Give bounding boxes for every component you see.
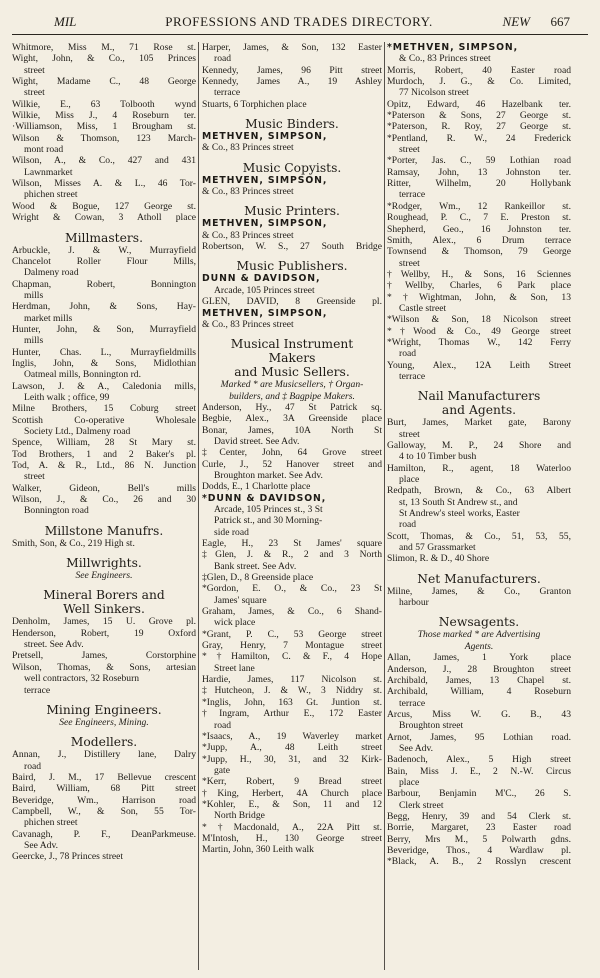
firm-name-bold: METHVEN, SIMPSON, [202, 174, 328, 186]
entry-continuation: road [24, 760, 42, 772]
entry-continuation: phichen street [24, 817, 78, 829]
entry-line: Borrie, Margaret, 23 Easter road [387, 822, 571, 834]
firm-name-bold: METHVEN, SIMPSON, [202, 307, 328, 319]
entry-continuation: terrace [399, 697, 426, 709]
entry-line: *Rodger, Wm., 12 Rankeillor st. [387, 200, 571, 212]
entry-line: Arcus, Miss W. G. B., 43 [387, 708, 571, 720]
entry-line: Chancelot Roller Flour Mills, [12, 255, 196, 267]
entry-continuation: mont road [24, 144, 64, 156]
entry-line: Slimon, R. & D., 40 Shore [387, 553, 490, 565]
entry-line: Harper, James, & Son, 132 Easter [202, 42, 382, 53]
entry-continuation: harbour [399, 597, 429, 609]
entry-line: †Ingram, Arthur E., 172 Easter [202, 708, 382, 720]
section-heading: Millwrights. [66, 556, 142, 571]
entry-line: Wilson, Misses A. & L., 46 Tor- [12, 178, 196, 190]
entry-line: ‡Glen, D., 8 Greenside place [202, 572, 314, 584]
firm-name-bold: METHVEN, SIMPSON, [202, 131, 328, 143]
entry-continuation: Patrick st., and 30 Morning- [214, 515, 323, 527]
entry-line: Hunter, Chas. L., Murrayfieldmills [12, 346, 196, 358]
entry-line: Bonar, James, 10A North St [202, 424, 382, 436]
entry-continuation: Lawnmarket [24, 166, 73, 178]
page-header [10, 14, 588, 32]
entry-line: Anderson, Hy., 47 St Patrick sq. [202, 401, 382, 413]
section-note: See Engineers. [75, 570, 133, 582]
column-2 [202, 42, 382, 972]
entry-line: Lawson, J. & A., Caledonia mills, [12, 380, 196, 392]
entry-line: Tod Brothers, 1 and 2 Baker's pl. [12, 448, 196, 460]
entry-continuation: terrace [399, 189, 426, 201]
spacer [12, 224, 196, 231]
page-number: 667 [550, 14, 570, 29]
entry-line: *Jupp, A., 48 Leith street [202, 742, 382, 754]
section-note: See Engineers, Mining. [59, 716, 149, 728]
page-title: PROFESSIONS AND TRADES DIRECTORY. [165, 14, 433, 29]
entry-line: Badenoch, Alex., 5 High street [387, 754, 571, 766]
entry-line: Anderson, J., 28 Broughton street [387, 663, 571, 675]
entry-line: Townsend & Thomson, 79 George [387, 246, 571, 258]
entry-line: Chapman, Robert, Bonnington [12, 278, 196, 290]
entry-continuation: well contractors, 32 Roseburn [24, 673, 140, 685]
entry-line: *Paterson & Sons, 27 George st. [387, 110, 571, 122]
firm-name-bold: DUNN & DAVIDSON, [202, 273, 321, 285]
entry-line: Wilkie, E., 63 Tolbooth wynd [12, 98, 196, 110]
entry-line: Baird, J. M., 17 Bellevue crescent [12, 771, 196, 783]
entry-line: Martin, John, 360 Leith walk [202, 844, 314, 856]
entry-continuation: St Andrew's steel works, Easter [399, 508, 520, 520]
entry-line: *Pentland, R. W., 24 Frederick [387, 132, 571, 144]
entry-line: †Wellby, Charles, 6 Park place [387, 280, 571, 292]
section-heading: Millmasters. [64, 230, 143, 245]
entry-line: *†Hamilton, C. & F., 4 Hope [202, 651, 382, 663]
entry-continuation: Street lane [214, 662, 255, 674]
entry-line: & Co., 83 Princes street [202, 318, 294, 330]
entry-continuation: Bank street. See Adv. [214, 560, 297, 572]
entry-line: Archibald, William, 4 Roseburn [387, 686, 571, 698]
entry-line: ‡Center, John, 64 Grove street [202, 447, 382, 459]
entry-line: *Wright, Thomas W., 142 Ferry [387, 336, 571, 348]
entry-line: Hunter, John, & Son, Murrayfield [12, 323, 196, 335]
entry-line: Bain, Miss J. E., 2 N.-W. Circus [387, 765, 571, 777]
entry-line: Eagle, H., 23 St James' square [202, 538, 382, 549]
section-note: builders, and ‡ Bagpipe Makers. [229, 390, 355, 402]
entry-line: Wilson, A., & Co., 427 and 431 [12, 155, 196, 167]
entry-line: Wilson & Thomson, 123 March- [12, 132, 196, 144]
entry-line: M'Intosh, H., 130 George street [202, 832, 382, 844]
entry-line: Wilson, J., & Co., 26 and 30 [12, 494, 196, 506]
entry-continuation: road [214, 719, 232, 731]
column-3 [387, 42, 571, 972]
entry-line: *Isaacs, A., 19 Waverley market [202, 730, 382, 742]
entry-continuation: & Co., 83 Princes street [399, 53, 491, 65]
entry-line: Dodds, E., 1 Charlotte place [202, 481, 311, 493]
entry-line: Begg, Henry, 39 and 54 Clerk st. [387, 810, 571, 822]
entry-line: *†Macdonald, A., 22A Pitt st. [202, 821, 382, 833]
section-note: Marked * are Musicsellers, † Organ- [220, 379, 364, 391]
entry-line: Hardie, James, 117 Nicolson st. [202, 674, 382, 686]
entry-line: & Co., 83 Princes street [202, 186, 294, 198]
entry-line: Pretsell, James, Corstorphine [12, 650, 196, 662]
entry-continuation: North Bridge [214, 810, 265, 822]
entry-continuation: See Adv. [399, 742, 434, 754]
section-heading: Musical Instrument [230, 337, 354, 352]
entry-line: Wood & Bogue, 127 George st. [12, 200, 196, 212]
entry-line: Milne Brothers, 15 Coburg street [12, 403, 196, 415]
entry-continuation: Arcade, 105 Princes st., 3 St [214, 503, 323, 515]
entry-line: Smith, Alex., 6 Drum terrace [387, 234, 571, 246]
entry-line: Murdoch, J. G., & Co. Limited, [387, 76, 571, 88]
entry-continuation: terrace [24, 684, 51, 696]
entry-continuation: street [24, 471, 45, 483]
entry-continuation: street [399, 257, 420, 269]
section-heading: Music Binders. [245, 117, 339, 132]
section-heading: Net Manufacturers. [417, 571, 541, 586]
entry-line: Geercke, J., 78 Princes street [12, 851, 124, 863]
entry-continuation: Broughton market. See Adv. [214, 469, 323, 481]
entry-line: Redpath, Brown, & Co., 63 Albert [387, 485, 571, 497]
firm-name-bold: *METHVEN, SIMPSON, [387, 42, 519, 53]
entry-continuation: phichen street [24, 189, 78, 201]
entry-line: Kennedy, James A., 19 Ashley [202, 76, 382, 88]
entry-line: Berry, Mrs M., 5 Polwarth gdns. [387, 833, 571, 845]
entry-continuation: and 57 Grassmarket [399, 542, 476, 554]
entry-continuation: David street. See Adv. [214, 435, 300, 447]
entry-line: Hamilton, R., agent, 18 Waterloo [387, 462, 571, 474]
entry-line: Denholm, James, 15 U. Grove pl. [12, 616, 196, 628]
section-note: Agents. [464, 640, 494, 652]
entry-line: Roughead, P. C., 7 E. Preston st. [387, 212, 571, 224]
entry-line: Herdman, John, & Sons, Hay- [12, 301, 196, 313]
entry-continuation: Leith walk ; office, 99 [24, 391, 110, 403]
entry-line: Gray, Henry, 7 Montague street [202, 640, 382, 652]
section-heading: Makers [268, 351, 316, 366]
entry-continuation: terrace [399, 370, 426, 382]
entry-continuation: street [399, 428, 420, 440]
entry-continuation: Bonnington road [24, 505, 89, 517]
entry-continuation: Dalmeny road [24, 267, 79, 279]
entry-continuation: road [399, 519, 417, 531]
entry-line: Beveridge, Wm., Harrison road [12, 794, 196, 806]
entry-line: *Wilson & Son, 18 Nicolson street [387, 314, 571, 326]
entry-continuation: market mills [24, 312, 73, 324]
entry-line: Wilson, Thomas, & Sons, artesian [12, 661, 196, 673]
entry-continuation: place [399, 474, 420, 486]
entry-line: †Wellby, H., & Sons, 16 Sciennes [387, 268, 571, 280]
entry-line: Young, Alex., 12A Leith Street [387, 359, 571, 371]
spacer [12, 517, 196, 524]
entry-continuation: terrace [214, 87, 241, 99]
section-heading: and Music Sellers. [234, 365, 350, 380]
entry-continuation: James' square [214, 594, 267, 606]
section-heading: Newsagents. [438, 615, 520, 630]
spacer [202, 154, 382, 161]
section-heading: Mining Engineers. [46, 702, 162, 717]
firm-name-bold: *DUNN & DAVIDSON, [202, 492, 327, 504]
entry-line: Spence, William, 28 St Mary st. [12, 437, 196, 449]
entry-line: Beveridge, Thos., 4 Wardlaw pl. [387, 845, 571, 856]
entry-line: Wilkie, Miss J., 4 Roseburn ter. [12, 110, 196, 122]
spacer [202, 197, 382, 204]
column-divider [198, 42, 199, 970]
entry-line: Walker, Gideon, Bell's mills [12, 482, 196, 494]
entry-continuation: 77 Nicolson street [399, 87, 469, 99]
entry-line: Archibald, James, 13 Chapel st. [387, 674, 571, 686]
section-heading: Millstone Manufrs. [44, 523, 164, 538]
entry-continuation: Society Ltd., Dalmeny road [24, 426, 131, 437]
spacer [202, 252, 382, 259]
entry-line: Annan, J., Distillery lane, Dalry [12, 749, 196, 761]
entry-line: Allan, James, 1 York place [387, 652, 571, 664]
entry-line: Galloway, M. P., 24 Shore and [387, 440, 571, 451]
entry-line: *Kohler, E., & Son, 11 and 12 [202, 798, 382, 810]
section-note: Those marked * are Advertising [417, 629, 541, 641]
entry-line: Arnot, James, 95 Lothian road. [387, 731, 571, 743]
entry-continuation: See Adv. [24, 839, 59, 851]
column-divider [384, 42, 385, 970]
entry-line: *Kerr, Robert, 9 Bread street [202, 776, 382, 788]
entry-line: Shepherd, Geo., 16 Johnston ter. [387, 223, 571, 235]
entry-line: *Black, A. B., 2 Rosslyn crescent [387, 856, 571, 868]
entry-continuation: side road [214, 526, 249, 538]
spacer [202, 330, 382, 337]
entry-continuation: Broughton street [399, 720, 464, 732]
entry-line: †King, Herbert, 4A Church place [202, 787, 382, 799]
entry-line: Whitmore, Miss M., 71 Rose st. [12, 42, 196, 53]
entry-line: Campbell, W., & Son, 55 Tor- [12, 805, 196, 817]
entry-line: Kennedy, James, 96 Pitt street [202, 64, 382, 76]
entry-line: & Co., 83 Princes street [202, 229, 294, 241]
entry-continuation: gate [214, 764, 230, 776]
spacer [387, 608, 571, 615]
entry-continuation: mills [24, 335, 44, 347]
section-heading: Modellers. [70, 735, 138, 750]
section-heading: Nail Manufacturers [417, 389, 541, 404]
entry-line: Wight, Madame C., 48 George [12, 76, 196, 88]
entry-line: & Co., 83 Princes street [202, 142, 294, 154]
entry-continuation: 4 to 10 Timber bush [399, 451, 477, 463]
entry-line: Milne, James, & Co., Granton [387, 585, 571, 597]
entry-line: *Gordon, E. O., & Co., 23 St [202, 583, 382, 595]
section-heading: and Agents. [441, 403, 517, 418]
header-right-keyword: NEW [502, 14, 530, 29]
section-heading: Music Publishers. [236, 259, 348, 274]
entry-continuation: wick place [214, 617, 256, 629]
header-left-keyword: MIL [54, 14, 77, 29]
entry-line: *Paterson, R. Roy, 27 George st. [387, 121, 571, 133]
entry-continuation: place [399, 776, 420, 788]
entry-line: Ramsay, John, 13 Johnston ter. [387, 166, 571, 178]
header-rule [12, 34, 588, 35]
entry-line: Morris, Robert, 40 Easter road [387, 64, 571, 76]
entry-continuation: Castle street [399, 302, 447, 314]
entry-continuation: mills [24, 289, 44, 301]
spacer [12, 549, 196, 556]
entry-line: Wright & Cowan, 3 Atholl place [12, 212, 196, 224]
spacer [12, 728, 196, 735]
entry-continuation: street [399, 144, 420, 156]
section-heading: Music Copyists. [242, 160, 342, 175]
entry-line: Inglis, John, & Sons, Midlothian [12, 357, 196, 369]
entry-line: *Porter, Jas. C., 59 Lothian road [387, 155, 571, 167]
entry-continuation: Oatmeal mills, Bonnington rd. [24, 369, 141, 381]
entry-continuation: road [399, 348, 417, 360]
entry-line: Cavanagh, P. F., DeanParkmeuse. [12, 828, 196, 840]
entry-line: Arbuckle, J. & W., Murrayfield [12, 244, 196, 256]
section-heading: Music Printers. [244, 204, 340, 219]
entry-continuation: street [24, 64, 45, 76]
entry-continuation: Clerk street [399, 799, 444, 811]
entry-line: Tod, A. & R., Ltd., 86 N. Junction [12, 460, 196, 472]
entry-continuation: street [24, 87, 45, 99]
entry-continuation: road [214, 53, 232, 65]
entry-continuation: Arcade, 105 Princes street [214, 284, 315, 296]
spacer [202, 110, 382, 117]
entry-line: Burt, James, Market gate, Barony [387, 417, 571, 429]
entry-line: *Inglis, John, 163 Gt. Juntion st. [202, 696, 382, 708]
column-1 [12, 42, 196, 972]
entry-line: Opitz, Edward, 46 Hazelbank ter. [387, 98, 571, 110]
entry-line: Begbie, Alex., 3A Greenside place [202, 413, 382, 425]
entry-line: ·Williamson, Miss, 1 Brougham st. [12, 121, 196, 133]
section-heading: Well Sinkers. [63, 602, 145, 617]
entry-line: Smith, Son, & Co., 219 High st. [12, 537, 135, 549]
entry-line: Stuarts, 6 Torphichen place [202, 98, 307, 110]
entry-line: Scottish Co-operative Wholesale [12, 414, 196, 426]
entry-line: Henderson, Robert, 19 Oxford [12, 627, 196, 639]
entry-line: Wight, John, & Co., 105 Princes [12, 53, 196, 65]
entry-line: *Grant, P. C., 53 George street [202, 628, 382, 640]
spacer [387, 565, 571, 572]
spacer [12, 696, 196, 703]
entry-line: ‡Glen, J. & R., 2 and 3 North [202, 549, 382, 561]
entry-line: Scott, Thomas, & Co., 51, 53, 55, [387, 530, 571, 542]
entry-line: GLEN, DAVID, 8 Greenside pl. [202, 296, 382, 308]
entry-line: Baird, William, 68 Pitt street [12, 783, 196, 795]
entry-line: Robertson, W. S., 27 South Bridge [202, 241, 382, 253]
entry-line: *†Wood & Co., 49 George street [387, 325, 571, 337]
entry-line: Ritter, Wilhelm, 20 Hollybank [387, 178, 571, 190]
entry-line: ‡Hutcheon, J. & W., 3 Niddry st. [202, 685, 382, 697]
entry-continuation: st, 13 South St Andrew st., and [399, 496, 518, 508]
spacer [12, 581, 196, 588]
entry-line: *Jupp, H., 30, 31, and 32 Kirk- [202, 753, 382, 765]
spacer [387, 382, 571, 389]
entry-line: *†Wightman, John, & Son, 13 [387, 291, 571, 303]
entry-line: Barbour, Benjamin M'C., 26 S. [387, 788, 571, 800]
entry-line: Graham, James, & Co., 6 Shand- [202, 606, 382, 618]
firm-name-bold: METHVEN, SIMPSON, [202, 218, 328, 230]
section-heading: Mineral Borers and [43, 588, 165, 603]
entry-continuation: street. See Adv. [24, 639, 84, 651]
entry-line: Curle, J., 52 Hanover street and [202, 458, 382, 470]
